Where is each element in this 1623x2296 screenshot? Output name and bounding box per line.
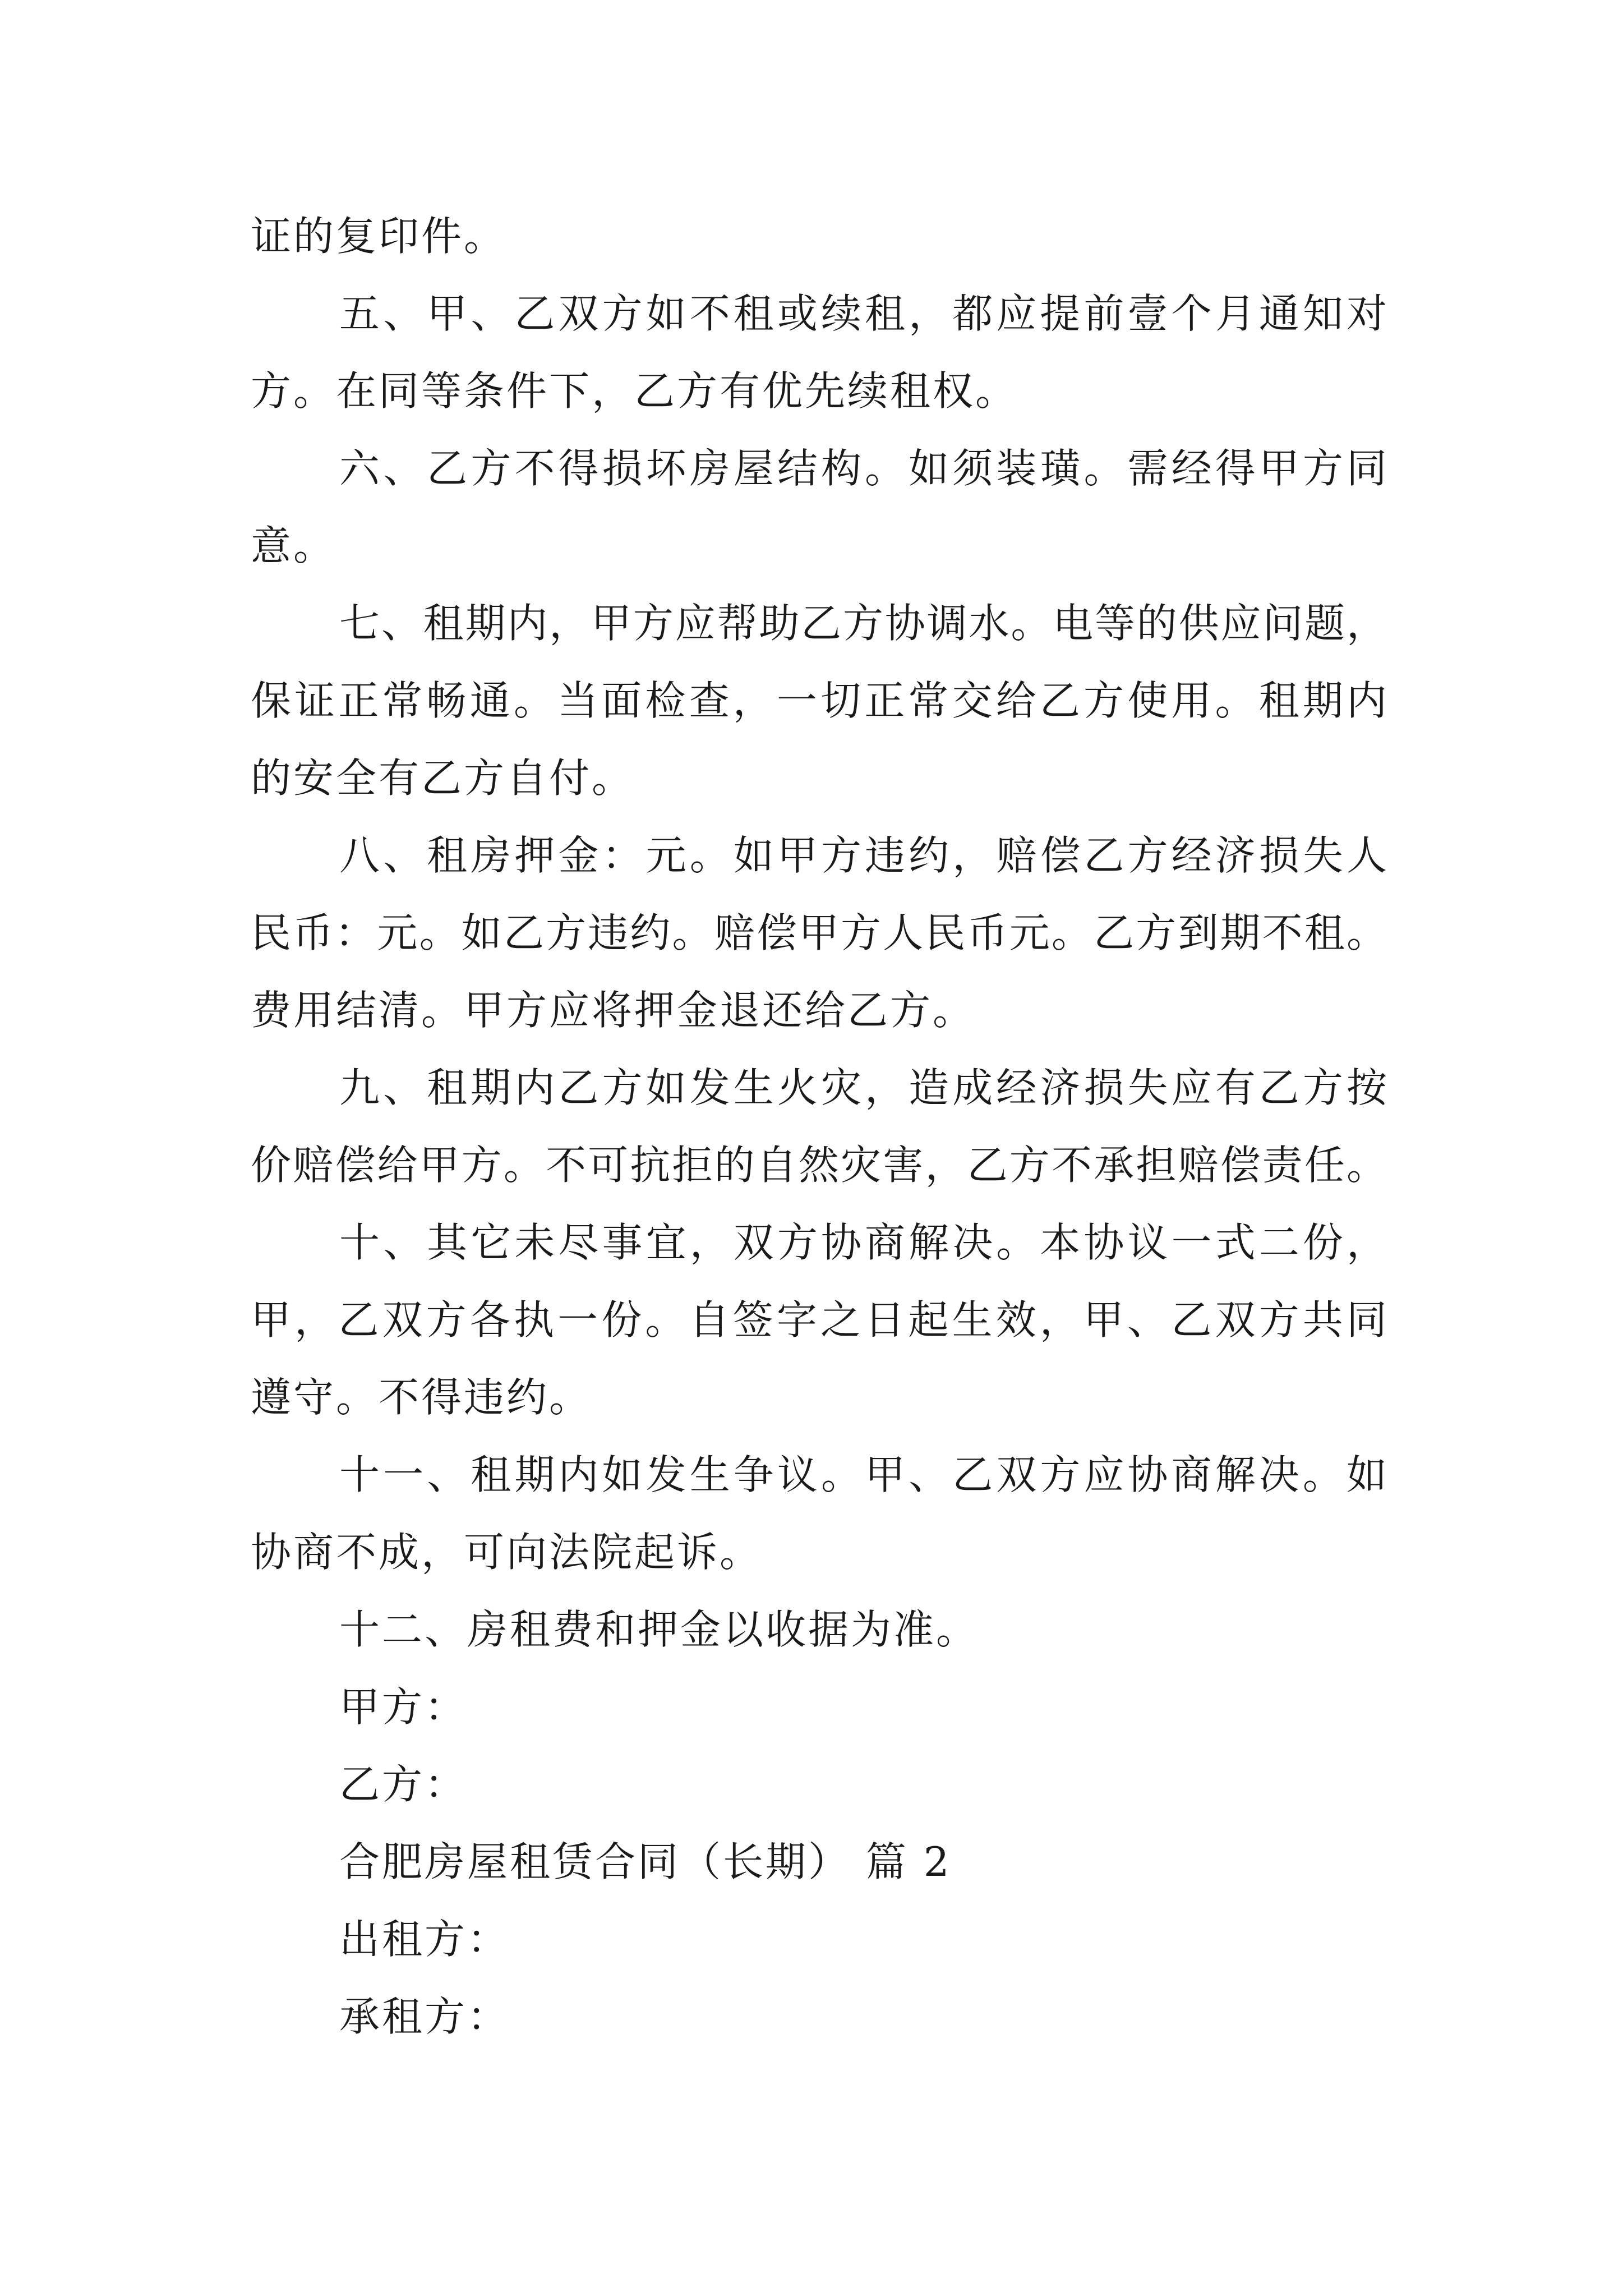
clause-7: [251, 585, 1387, 817]
clause-line: 十、其它未尽事宜，双方协商解决。本协议一式二份，: [339, 1219, 1387, 1266]
clause-line: 方。在同等条件下，乙方有优先续租权。: [251, 367, 1018, 415]
signature-block: [251, 1668, 1387, 1823]
clause-line: 十二、房租费和押金以收据为准。: [339, 1606, 979, 1653]
clause-line: 五、甲、乙双方如不租或续租，都应提前壹个月通知对: [339, 290, 1387, 337]
clause-6: [251, 430, 1387, 585]
clause-11: [251, 1436, 1387, 1591]
clause-line: 意。: [251, 522, 336, 569]
clause-line: 证的复印件。: [251, 213, 507, 260]
lessor-label: 出租方：: [339, 1916, 510, 1963]
clause-9: [251, 1049, 1387, 1204]
section-title: 合肥房屋租赁合同（长期） 篇 2: [339, 1838, 952, 1885]
clause-10: [251, 1204, 1387, 1436]
lessee-label: 承租方：: [339, 1993, 510, 2040]
document-body: [251, 197, 1387, 2055]
clause-line: 费用结清。甲方应将押金退还给乙方。: [251, 987, 976, 1034]
clause-line: 十一、租期内如发生争议。甲、乙双方应协商解决。如: [339, 1451, 1387, 1498]
clause-5: [251, 275, 1387, 430]
clause-line: 遵守。不得违约。: [251, 1374, 592, 1421]
party-b-label: 乙方：: [339, 1761, 468, 1808]
clause-line: 保证正常畅通。当面检查，一切正常交给乙方使用。租期内: [251, 677, 1387, 724]
clause-8: [251, 817, 1387, 1049]
clause-line: 民币：元。如乙方违约。赔偿甲方人民币元。乙方到期不租。: [251, 909, 1387, 956]
clause-line: 协商不成，可向法院起诉。: [251, 1529, 763, 1576]
clause-line: 七、租期内，甲方应帮助乙方协调水。电等的供应问题，: [339, 600, 1387, 647]
clause-line: 甲，乙双方各执一份。自签字之日起生效，甲、乙双方共同: [251, 1296, 1387, 1343]
clause-line: 价赔偿给甲方。不可抗拒的自然灾害，乙方不承担赔偿责任。: [251, 1142, 1387, 1189]
clause-12: [251, 1591, 1387, 1668]
next-section: [251, 1823, 1387, 2055]
clause-line: 六、乙方不得损坏房屋结构。如须装璜。需经得甲方同: [339, 445, 1387, 492]
clause-line: 的安全有乙方自付。: [251, 754, 635, 802]
clause-4-continuation: [251, 197, 1387, 275]
clause-line: 八、租房押金：元。如甲方违约，赔偿乙方经济损失人: [339, 832, 1387, 879]
clause-line: 九、租期内乙方如发生火灾，造成经济损失应有乙方按: [339, 1064, 1387, 1111]
party-a-label: 甲方：: [339, 1683, 468, 1731]
